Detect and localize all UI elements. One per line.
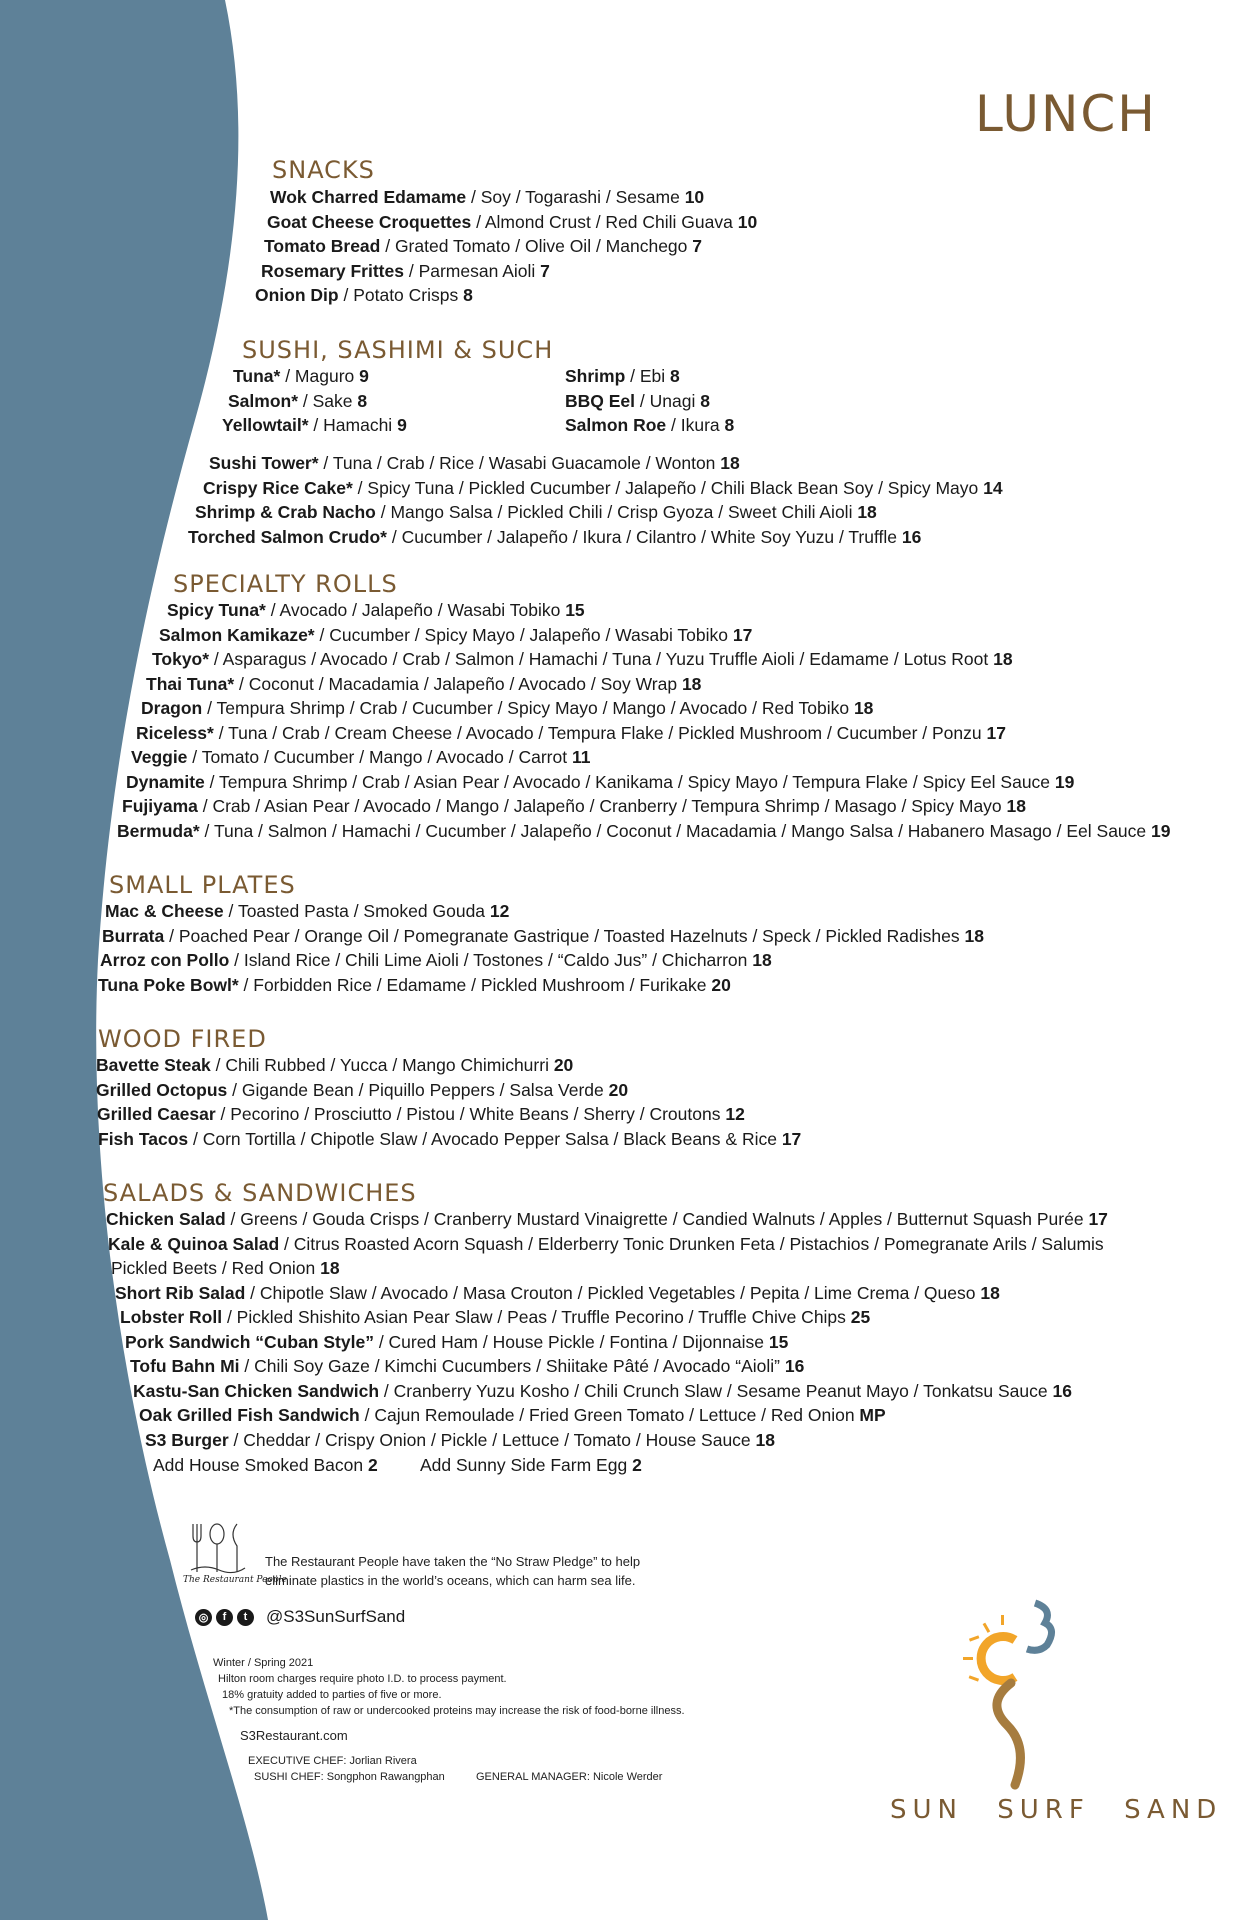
- item-price: 18: [857, 502, 877, 522]
- wood-fired-item: [97, 1102, 745, 1126]
- pledge-line-1: The Restaurant People have taken the “No Straw Pledge” to help: [265, 1554, 641, 1569]
- note-raw-proteins: *The consumption of raw or undercooked proteins may increase the risk of food-borne illness.: [229, 1705, 685, 1717]
- sushi-nigiri-item: [228, 389, 367, 413]
- item-description: / Pickled Shishito Asian Pear Slaw / Peas / Truffle Pecorino / Truffle Chive Chips: [222, 1307, 851, 1327]
- item-name: Short Rib Salad: [115, 1282, 246, 1303]
- item-description: / Cajun Remoulade / Fried Green Tomato / Lettuce / Red Onion: [359, 1405, 860, 1425]
- item-name: Burrata: [102, 925, 165, 946]
- item-name: Tokyo*: [152, 649, 210, 669]
- item-name: Arroz con Pollo: [100, 950, 230, 970]
- item-description: / Island Rice / Chili Lime Aioli / Tostones / “Caldo Jus” / Chicharron: [229, 950, 753, 970]
- item-description: / Cranberry Yuzu Kosho / Chili Crunch Slaw / Sesame Peanut Mayo / Tonkatsu Sauce: [379, 1380, 1053, 1401]
- item-description: / Poached Pear / Orange Oil / Pomegranate Gastrique / Toasted Hazelnuts / Speck / Pickled Radishes: [164, 925, 965, 946]
- item-price: 12: [489, 901, 510, 921]
- item-price: 18: [752, 950, 772, 970]
- item-name: Veggie: [131, 747, 188, 767]
- wood-fired-item: [96, 1078, 628, 1102]
- logo-caption: The Restaurant People: [183, 1575, 287, 1585]
- small-plate-item: [102, 924, 984, 948]
- roll-item: [136, 721, 1006, 745]
- brand-wordmark: SUN SURF SAND: [890, 1795, 1223, 1825]
- roll-item: [141, 696, 873, 720]
- snacks-item: [261, 259, 550, 283]
- item-price: 8: [357, 390, 368, 411]
- item-name: Thai Tuna*: [146, 673, 235, 694]
- item-price: 8: [724, 415, 735, 435]
- item-description: / Unagi: [635, 390, 701, 411]
- item-price: 16: [901, 526, 922, 547]
- item-description: / Tuna / Salmon / Hamachi / Cucumber / Jalapeño / Coconut / Macadamia / Mango Salsa / Habanero Masago / Eel Sauce: [199, 820, 1152, 841]
- salad-sandwich-item: [115, 1281, 1000, 1305]
- roll-item: [152, 647, 1013, 671]
- item-name: Salmon Kamikaze*: [159, 624, 315, 645]
- item-price: 14: [983, 477, 1003, 498]
- item-price: 20: [608, 1079, 629, 1100]
- item-name: Tuna Poke Bowl*: [98, 974, 239, 995]
- website-link[interactable]: S3Restaurant.com: [240, 1728, 348, 1743]
- sushi-item: [188, 525, 921, 549]
- item-description: / Greens / Gouda Crisps / Cranberry Mustard Vinaigrette / Candied Walnuts / Apples / Butternut Squash Purée: [225, 1209, 1089, 1229]
- item-name: Riceless*: [136, 722, 214, 743]
- item-price: 16: [1052, 1380, 1072, 1401]
- item-description: / Parmesan Aioli: [403, 260, 541, 281]
- item-price: 12: [725, 1104, 745, 1124]
- item-name: Oak Grilled Fish Sandwich: [139, 1405, 360, 1425]
- sushi-item: [203, 476, 1003, 500]
- sushi-item: [209, 451, 740, 475]
- sushi-nigiri-item: [565, 389, 710, 413]
- addon-item: [153, 1453, 378, 1477]
- item-name: Kastu-San Chicken Sandwich: [133, 1380, 380, 1401]
- item-price: 8: [670, 366, 680, 386]
- snacks-item: [270, 185, 704, 209]
- general-manager: GENERAL MANAGER: Nicole Werder: [476, 1771, 663, 1783]
- item-price: 18: [720, 453, 740, 473]
- item-description: / Crab / Asian Pear / Avocado / Mango / Jalapeño / Cranberry / Tempura Shrimp / Masago / Spicy Mayo: [197, 796, 1007, 816]
- item-description: / Gigande Bean / Piquillo Peppers / Salsa Verde: [227, 1079, 609, 1100]
- item-name: Grilled Octopus: [96, 1079, 228, 1100]
- twitter-icon[interactable]: t: [237, 1609, 254, 1626]
- item-price: 19: [1054, 771, 1075, 792]
- social-handle[interactable]: @S3SunSurfSand: [266, 1607, 406, 1626]
- item-price: 18: [1006, 796, 1026, 816]
- item-description: / Cured Ham / House Pickle / Fontina / Dijonnaise: [373, 1331, 769, 1352]
- item-price: 7: [692, 236, 702, 256]
- item-name: Tuna*: [233, 366, 281, 386]
- item-price: MP: [859, 1405, 886, 1425]
- item-description: / Asparagus / Avocado / Crab / Salmon / Hamachi / Tuna / Yuzu Truffle Aioli / Edamame / Lotus Root: [209, 649, 994, 669]
- salad-sandwich-item: [130, 1354, 804, 1378]
- item-description: / Almond Crust / Red Chili Guava: [471, 211, 738, 232]
- item-price: 18: [320, 1258, 340, 1278]
- item-price: 8: [700, 390, 710, 411]
- item-name: Torched Salmon Crudo*: [188, 526, 387, 547]
- item-name: Mac & Cheese: [105, 901, 224, 921]
- roll-item: [159, 623, 752, 647]
- item-price: 16: [784, 1356, 805, 1376]
- item-price: 18: [964, 925, 984, 946]
- item-price: 10: [737, 211, 758, 232]
- item-name: Wok Charred Edamame: [270, 187, 467, 207]
- item-description: / Tuna / Crab / Cream Cheese / Avocado / Tempura Flake / Pickled Mushroom / Cucumber / Ponzu: [213, 722, 987, 743]
- instagram-icon[interactable]: ◎: [195, 1609, 212, 1626]
- item-description: / Chili Soy Gaze / Kimchi Cucumbers / Shiitake Pâté / Avocado “Aioli”: [239, 1356, 785, 1376]
- sushi-item: [195, 500, 877, 524]
- item-name: Kale & Quinoa Salad: [108, 1233, 280, 1254]
- salad-sandwich-item: [111, 1256, 340, 1280]
- salad-sandwich-item: [108, 1232, 1104, 1256]
- note-gratuity: 18% gratuity added to parties of five or more.: [222, 1689, 442, 1701]
- item-description: / Soy / Togarashi / Sesame: [466, 187, 685, 207]
- addon-description: Add House Smoked Bacon: [153, 1455, 368, 1475]
- item-name: Dragon: [141, 698, 203, 718]
- item-price: 10: [684, 187, 705, 207]
- item-price: 18: [681, 673, 702, 694]
- item-name: Fish Tacos: [98, 1128, 189, 1149]
- item-price: 20: [553, 1055, 574, 1075]
- item-name: Bermuda*: [117, 820, 200, 841]
- sushi-chef: SUSHI CHEF: Songphon Rawangphan: [254, 1771, 445, 1783]
- item-price: 7: [540, 260, 550, 281]
- item-description: / Tuna / Crab / Rice / Wasabi Guacamole / Wonton: [318, 453, 721, 473]
- item-price: 17: [1088, 1209, 1108, 1229]
- item-name: Onion Dip: [255, 285, 339, 305]
- roll-item: [126, 770, 1074, 794]
- item-description: / Tomato / Cucumber / Mango / Avocado / Carrot: [187, 747, 572, 767]
- item-name: Salmon Roe: [565, 415, 667, 435]
- item-description: / Avocado / Jalapeño / Wasabi Tobiko: [265, 600, 566, 620]
- item-price: 8: [463, 285, 473, 305]
- item-name: Goat Cheese Croquettes: [267, 211, 472, 232]
- item-price: 19: [1151, 820, 1171, 841]
- item-description: / Toasted Pasta / Smoked Gouda: [223, 901, 490, 921]
- executive-chef: EXECUTIVE CHEF: Jorlian Rivera: [248, 1755, 417, 1767]
- item-price: 25: [850, 1307, 871, 1327]
- item-description: / Potato Crisps: [338, 285, 464, 305]
- item-description: / Corn Tortilla / Chipotle Slaw / Avocado Pepper Salsa / Black Beans & Rice: [188, 1128, 782, 1149]
- addon-price: 2: [368, 1455, 378, 1475]
- roll-item: [146, 672, 701, 696]
- small-plate-item: [100, 948, 772, 972]
- item-description: / Spicy Tuna / Pickled Cucumber / Jalapeño / Chili Black Bean Soy / Spicy Mayo: [352, 477, 984, 498]
- item-name: Grilled Caesar: [97, 1104, 216, 1124]
- item-description: / Cucumber / Spicy Mayo / Jalapeño / Wasabi Tobiko: [314, 624, 733, 645]
- item-name: Fujiyama: [122, 796, 198, 816]
- roll-item: [167, 598, 585, 622]
- item-price: 17: [986, 722, 1006, 743]
- addon-item: [420, 1453, 642, 1477]
- pledge-line-2: eliminate plastics in the world’s oceans, which can harm sea life.: [265, 1573, 636, 1588]
- item-name: Crispy Rice Cake*: [203, 477, 353, 498]
- item-price: 18: [993, 649, 1013, 669]
- item-name: Dynamite: [126, 771, 205, 792]
- item-description: / Tempura Shrimp / Crab / Cucumber / Spicy Mayo / Mango / Avocado / Red Tobiko: [202, 698, 854, 718]
- item-name: Spicy Tuna*: [167, 600, 266, 620]
- salad-sandwich-item: [139, 1403, 886, 1427]
- item-price: 15: [768, 1331, 789, 1352]
- item-price: 17: [781, 1128, 802, 1149]
- item-name: Pork Sandwich “Cuban Style”: [125, 1331, 374, 1352]
- item-description: / Coconut / Macadamia / Jalapeño / Avocado / Soy Wrap: [234, 673, 682, 694]
- wood-fired-item: [98, 1127, 801, 1151]
- sushi-nigiri-item: [565, 364, 680, 388]
- sushi-nigiri-item: [565, 413, 734, 437]
- section-title-salads: SALADS & SANDWICHES: [103, 1179, 417, 1207]
- item-description: / Chili Rubbed / Yucca / Mango Chimichurri: [210, 1055, 554, 1075]
- item-description: / Cheddar / Crispy Onion / Pickle / Lettuce / Tomato / House Sauce: [228, 1429, 756, 1450]
- section-title-sushi: SUSHI, SASHIMI & SUCH: [242, 336, 554, 364]
- wood-fired-item: [96, 1053, 573, 1077]
- item-name: Bavette Steak: [96, 1055, 211, 1075]
- item-description: / Ebi: [625, 366, 671, 386]
- small-plate-item: [105, 899, 509, 923]
- item-name: Lobster Roll: [120, 1307, 223, 1327]
- item-name: Yellowtail*: [222, 415, 309, 435]
- addon-price: 2: [632, 1455, 642, 1475]
- roll-item: [122, 794, 1026, 818]
- item-name: Tofu Bahn Mi: [130, 1356, 240, 1376]
- addon-description: Add Sunny Side Farm Egg: [420, 1455, 633, 1475]
- item-description: Pickled Beets / Red Onion: [111, 1258, 321, 1278]
- page-title: LUNCH: [975, 85, 1157, 143]
- salad-sandwich-item: [145, 1428, 775, 1452]
- section-title-specialty-rolls: SPECIALTY ROLLS: [173, 570, 398, 598]
- item-name: Sushi Tower*: [209, 453, 319, 473]
- roll-item: [131, 745, 590, 769]
- snacks-item: [267, 210, 757, 234]
- sushi-nigiri-item: [222, 413, 407, 437]
- item-name: BBQ Eel: [565, 390, 636, 411]
- roll-item: [117, 819, 1170, 843]
- item-name: Chicken Salad: [106, 1209, 226, 1229]
- social-row: [195, 1607, 405, 1627]
- item-name: S3 Burger: [145, 1429, 229, 1450]
- item-description: / Grated Tomato / Olive Oil / Manchego: [380, 236, 693, 256]
- sun-surf-sand-logo-icon: [955, 1595, 1065, 1795]
- item-price: 17: [732, 624, 753, 645]
- item-price: 15: [565, 600, 585, 620]
- item-description: / Hamachi: [308, 415, 398, 435]
- section-title-wood-fired: WOOD FIRED: [98, 1025, 267, 1053]
- section-title-small-plates: SMALL PLATES: [109, 871, 296, 899]
- item-name: Salmon*: [228, 390, 299, 411]
- item-name: Shrimp & Crab Nacho: [195, 502, 376, 522]
- season-text: Winter / Spring 2021: [213, 1657, 314, 1669]
- item-description: / Chipotle Slaw / Avocado / Masa Crouton / Pickled Vegetables / Pepita / Lime Crema / Queso: [245, 1282, 981, 1303]
- item-name: Rosemary Frittes: [261, 260, 404, 281]
- item-price: 18: [980, 1282, 1000, 1303]
- item-name: Tomato Bread: [264, 236, 381, 256]
- section-title-snacks: SNACKS: [272, 156, 375, 184]
- snacks-item: [264, 234, 702, 258]
- item-description: / Sake: [298, 390, 358, 411]
- salad-sandwich-item: [133, 1379, 1072, 1403]
- item-price: 18: [755, 1429, 775, 1450]
- salad-sandwich-item: [125, 1330, 788, 1354]
- item-price: 9: [397, 415, 407, 435]
- salad-sandwich-item: [120, 1305, 870, 1329]
- item-description: / Forbidden Rice / Edamame / Pickled Mushroom / Furikake: [238, 974, 712, 995]
- item-price: 20: [711, 974, 731, 995]
- item-name: Shrimp: [565, 366, 626, 386]
- item-description: / Ikura: [666, 415, 725, 435]
- snacks-item: [255, 283, 473, 307]
- item-description: / Citrus Roasted Acorn Squash / Elderberry Tonic Drunken Feta / Pistachios / Pomegranate Arils / Salumis: [279, 1233, 1104, 1254]
- small-plate-item: [98, 973, 731, 997]
- facebook-icon[interactable]: f: [216, 1609, 233, 1626]
- sushi-nigiri-item: [233, 364, 369, 388]
- item-price: 18: [853, 698, 874, 718]
- item-price: 11: [571, 747, 591, 767]
- item-description: / Maguro: [280, 366, 360, 386]
- item-description: / Pecorino / Prosciutto / Pistou / White Beans / Sherry / Croutons: [215, 1104, 726, 1124]
- item-price: 9: [359, 366, 369, 386]
- item-description: / Mango Salsa / Pickled Chili / Crisp Gyoza / Sweet Chili Aioli: [375, 502, 858, 522]
- salad-sandwich-item: [106, 1207, 1108, 1231]
- item-description: / Cucumber / Jalapeño / Ikura / Cilantro / White Soy Yuzu / Truffle: [387, 526, 902, 547]
- item-description: / Tempura Shrimp / Crab / Asian Pear / Avocado / Kanikama / Spicy Mayo / Tempura Flake / Spicy Eel Sauce: [204, 771, 1055, 792]
- note-room-charges: Hilton room charges require photo I.D. to process payment.: [218, 1673, 507, 1685]
